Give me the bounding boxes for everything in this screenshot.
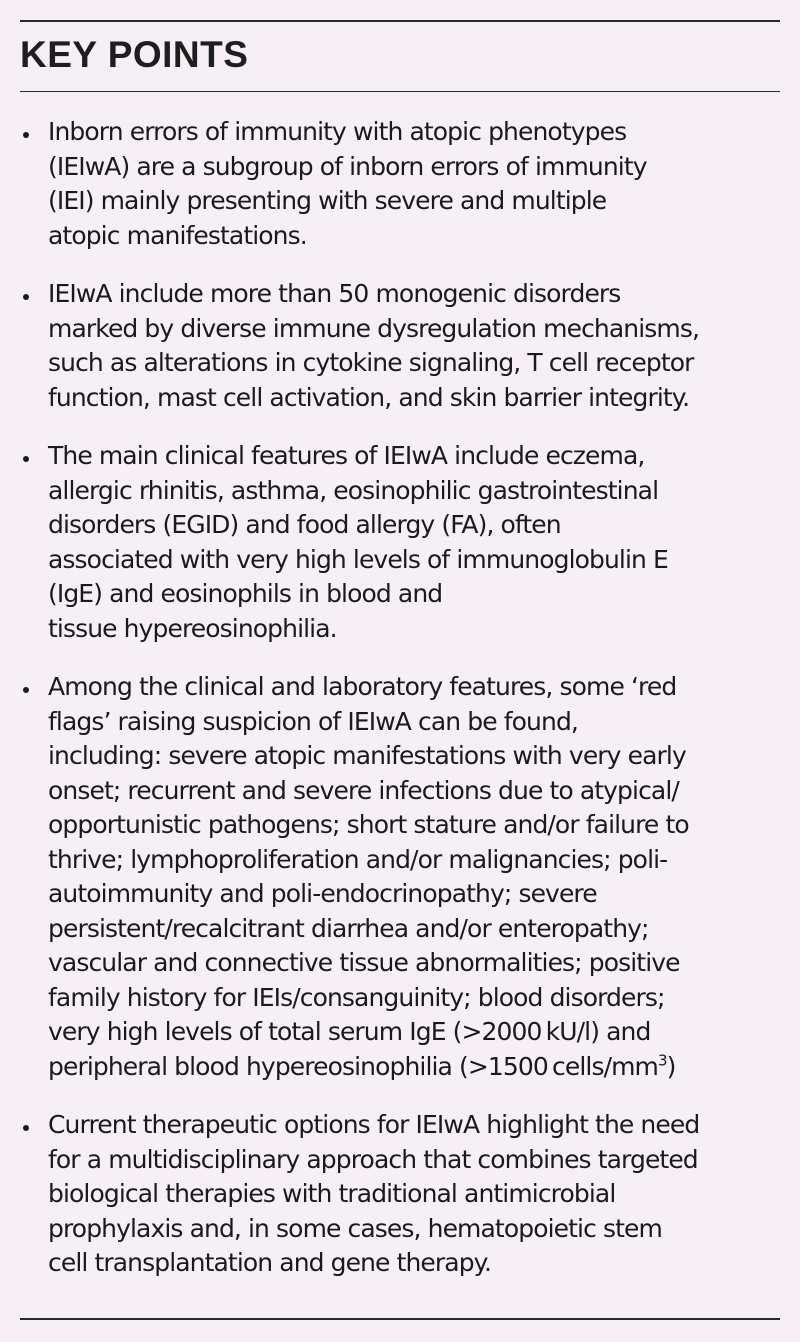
bullet-icon <box>23 456 29 462</box>
key-point-item <box>20 670 778 1084</box>
key-point-item <box>20 115 778 253</box>
bottom-rule <box>20 1318 780 1320</box>
key-point-text: IEIwA include more than 50 monogenic disorders marked by diverse immune dysregulation mechanisms, such as alterations in cytokine signaling, T cell receptor function, mast cell activation, and skin barrier integrity. <box>48 279 700 412</box>
bullet-icon <box>23 294 29 300</box>
key-point-text: The main clinical features of IEIwA include eczema, allergic rhinitis, asthma, eosinophilic gastrointestinal disorders (EGID) and food allergy (FA), often associated with very high levels of immunoglobulin E (IgE) and eosinophils in blood and tissue hypereosinophilia. <box>48 441 668 643</box>
key-point-item <box>20 277 778 415</box>
bullet-icon <box>23 132 29 138</box>
key-points-list <box>20 115 778 1305</box>
key-point-suffix: ) <box>666 1051 676 1081</box>
top-rule <box>20 20 780 22</box>
key-point-text: Inborn errors of immunity with atopic phenotypes (IEIwA) are a subgroup of inborn errors of immunity (IEI) mainly presenting with severe and multiple atopic manifestations. <box>48 117 647 250</box>
bullet-icon <box>23 687 29 693</box>
superscript-exponent: 3 <box>658 1051 667 1070</box>
title-divider <box>20 91 780 92</box>
key-point-item <box>20 439 778 646</box>
key-point-text: Among the clinical and laboratory features, some ‘red flags’ raising suspicion of IEIwA can be found, including: severe atopic manifestations with very early onset; recurrent and severe infections due to atypical/ opportunistic pathogens; short stature and/or failure to thrive; lymphoproliferation and/or malignancies; poli- autoimmunity and poli-endocrinopathy; severe persistent/recalcitrant diarrhea and/or enteropathy; vascular and connective tissue abnormalities; positive family history for IEIs/consanguinity; blood disorders; very high levels of total serum IgE (>2000 kU/l) and peripheral blood hypereosinophilia (>1500 cells/mm <box>48 672 689 1081</box>
key-point-text: Current therapeutic options for IEIwA highlight the need for a multidisciplinary approach that combines targeted biological therapies with traditional antimicrobial prophylaxis and, in some cases, hematopoietic stem cell transplantation and gene therapy. <box>48 1110 700 1277</box>
key-point-item <box>20 1108 778 1281</box>
bullet-icon <box>23 1125 29 1131</box>
panel-title: KEY POINTS <box>20 34 249 75</box>
